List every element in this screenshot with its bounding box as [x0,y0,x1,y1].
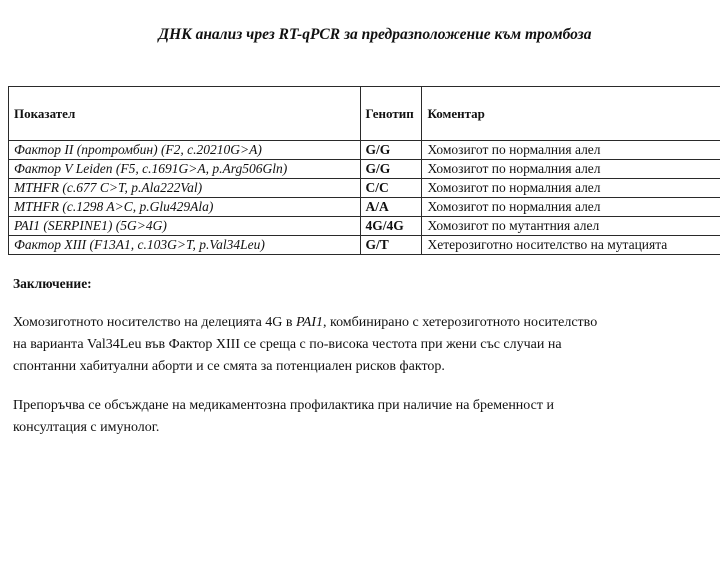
genotype-cell: A/A [360,198,422,217]
table-header-row [9,87,720,141]
comment-cell: Хомозигот по мутантния алел [422,217,720,236]
genotype-cell: G/G [360,160,422,179]
recommendation-paragraph [13,395,720,439]
table-row [9,160,720,179]
genotype-cell: C/C [360,179,422,198]
text-segment: Хомозиготното носителство на делецията 4G в [13,315,297,330]
comment-cell: Хомозигот по нормалния алел [422,198,720,217]
marker-cell: MTHFR (c.677 C>T, p.Ala222Val) [9,179,361,198]
comment-cell: Хомозигот по нормалния алел [422,160,720,179]
marker-cell: Фактор XIII (F13A1, c.103G>T, p.Val34Leu) [9,236,361,255]
comment-cell: Хомозигот по нормалния алел [422,179,720,198]
conclusion-paragraph [13,312,720,378]
marker-cell: MTHFR (c.1298 A>C, p.Glu429Ala) [9,198,361,217]
genotype-cell: G/T [360,236,422,255]
text-segment: , комбинирано с хетерозиготното носителство [322,315,598,330]
paragraph-line: Препоръчва се обсъждане на медикаментозна профилактика при наличие на бременност и [13,398,554,413]
header-genotype: Генотип [360,87,422,141]
table-row [9,217,720,236]
gene-name: PAI1 [296,315,323,330]
marker-cell: PAI1 (SERPINE1) (5G>4G) [9,217,361,236]
results-table [8,86,720,255]
paragraph-line: консултация с имунолог. [13,420,160,435]
conclusion-heading: Заключение: [13,276,92,291]
document-title: ДНК анализ чрез RT-qPCR за предразположение към тромбоза [158,26,592,43]
table-row [9,236,720,255]
comment-cell: Хомозигот по нормалния алел [422,141,720,160]
header-comment: Коментар [422,87,720,141]
genotype-cell: 4G/4G [360,217,422,236]
paragraph-line [13,312,720,334]
marker-cell: Фактор V Leiden (F5, c.1691G>A, p.Arg506Gln) [9,160,361,179]
paragraph-line: на варианта Val34Leu във Фактор XIII се среща с по-висока честота при жени със случаи на [13,337,562,352]
table-row [9,198,720,217]
genotype-cell: G/G [360,141,422,160]
header-marker: Показател [9,87,361,141]
table-row [9,141,720,160]
marker-cell: Фактор II (протромбин) (F2, c.20210G>A) [9,141,361,160]
paragraph-line: спонтанни хабитуални аборти и се смята за потенциален рисков фактор. [13,359,445,374]
comment-cell: Хетерозиготно носителство на мутацията [422,236,720,255]
table-row [9,179,720,198]
